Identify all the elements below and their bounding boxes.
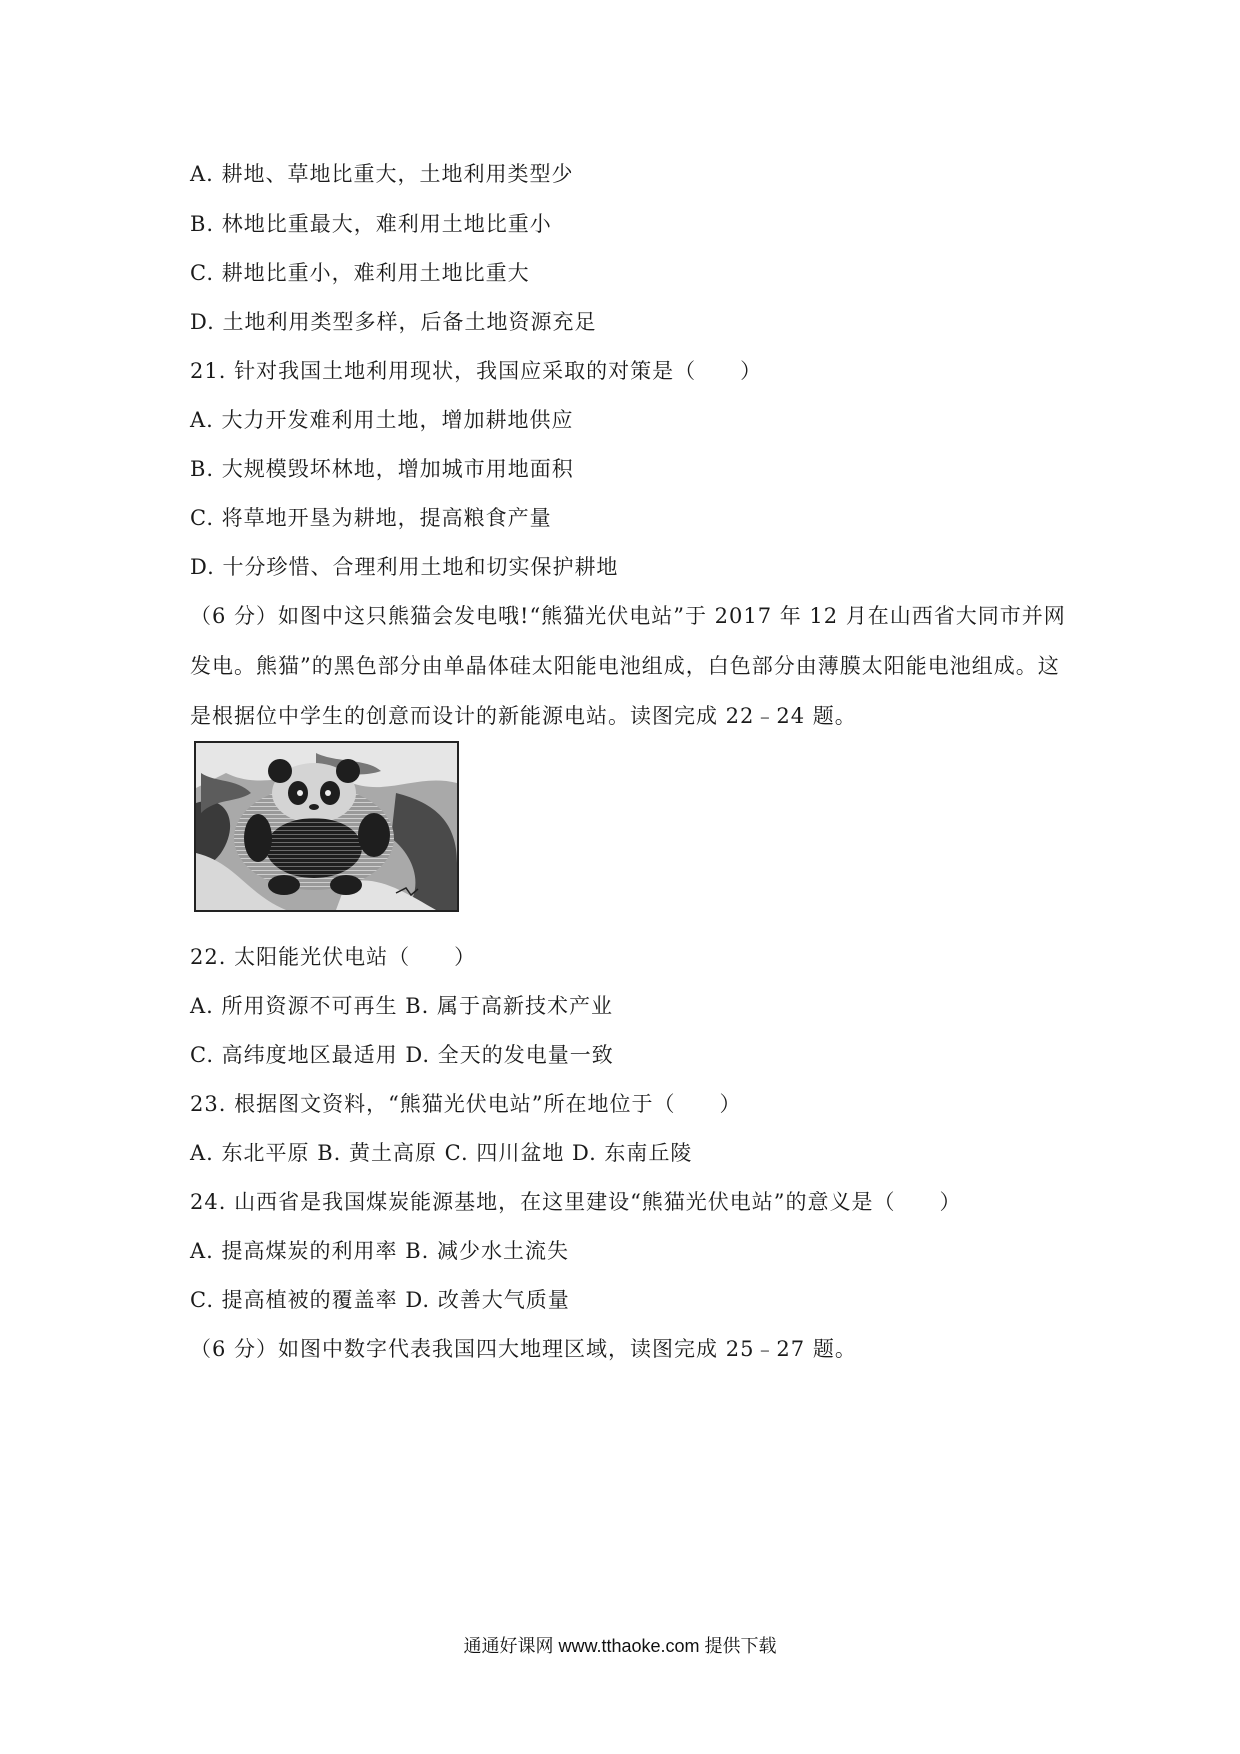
intro-25-27: （6 分）如图中数字代表我国四大地理区域，读图完成 25﹣27 题。	[190, 1337, 857, 1361]
panda-solar-station-photo	[194, 741, 459, 912]
question-21: 21. 针对我国土地利用现状，我国应采取的对策是（ ）	[190, 359, 763, 383]
intro-22-24-line1: （6 分）如图中这只熊猫会发电哦!“熊猫光伏电站”于 2017 年 12 月在山西省大同市并网	[190, 604, 1066, 628]
option-20a: A. 耕地、草地比重大，土地利用类型少	[190, 162, 574, 186]
option-21d: D. 十分珍惜、合理利用土地和切实保护耕地	[190, 555, 619, 579]
option-21c: C. 将草地开垦为耕地，提高粮食产量	[190, 506, 552, 530]
intro-22-24-line3: 是根据位中学生的创意而设计的新能源电站。读图完成 22﹣24 题。	[190, 704, 857, 728]
options-24ab: A. 提高煤炭的利用率 B. 减少水土流失	[190, 1239, 569, 1263]
option-21b: B. 大规模毁坏林地，增加城市用地面积	[190, 457, 574, 481]
option-20c: C. 耕地比重小，难利用土地比重大	[190, 261, 530, 285]
options-23: A. 东北平原 B. 黄土高原 C. 四川盆地 D. 东南丘陵	[190, 1141, 693, 1165]
intro-22-24-line2: 发电。熊猫”的黑色部分由单晶体硅太阳能电池组成，白色部分由薄膜太阳能电池组成。这	[190, 654, 1060, 678]
question-23: 23. 根据图文资料，“熊猫光伏电站”所在地位于（ ）	[190, 1092, 742, 1116]
option-20d: D. 土地利用类型多样，后备土地资源充足	[190, 310, 597, 334]
option-20b: B. 林地比重最大，难利用土地比重小	[190, 212, 552, 236]
options-22ab: A. 所用资源不可再生 B. 属于高新技术产业	[190, 994, 613, 1018]
option-21a: A. 大力开发难利用土地，增加耕地供应	[190, 408, 574, 432]
page-footer: 通通好课网 www.tthaoke.com 提供下载	[463, 1636, 777, 1656]
question-24: 24. 山西省是我国煤炭能源基地，在这里建设“熊猫光伏电站”的意义是（ ）	[190, 1190, 962, 1214]
options-24cd: C. 提高植被的覆盖率 D. 改善大气质量	[190, 1288, 570, 1312]
options-22cd: C. 高纬度地区最适用 D. 全天的发电量一致	[190, 1043, 614, 1067]
panda-photo-illustration	[196, 743, 457, 910]
question-22: 22. 太阳能光伏电站（ ）	[190, 945, 477, 969]
